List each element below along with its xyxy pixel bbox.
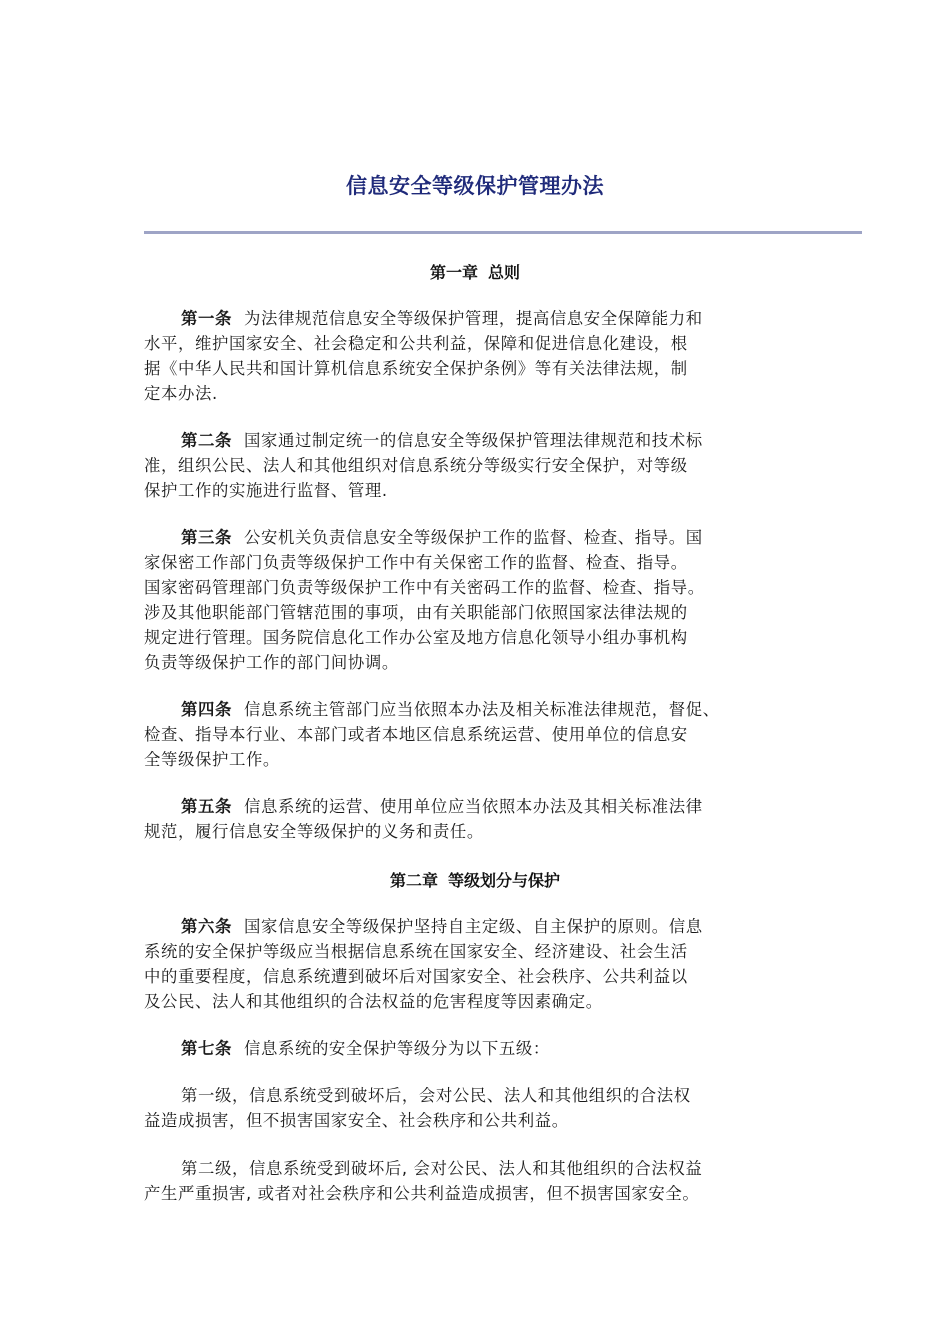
article-1 (144, 306, 824, 406)
chapter-heading-2 (0, 868, 950, 891)
article-line: 国家密码管理部门负责等级保护工作中有关密码工作的监督、检查、指导。 (144, 578, 705, 597)
level-line: 第二级，信息系统受到破坏后, 会对公民、法人和其他组织的合法权益 (181, 1159, 703, 1178)
article-label: 第二条 (181, 431, 232, 450)
article-line: 家保密工作部门负责等级保护工作中有关保密工作的监督、检查、指导。 (144, 553, 688, 572)
article-line: 第二条 国家通过制定统一的信息安全等级保护管理法律规范和技术标 (181, 431, 703, 450)
article-3 (144, 525, 824, 675)
article-label: 第七条 (181, 1039, 232, 1058)
article-label: 第三条 (181, 528, 232, 547)
article-label: 第四条 (181, 700, 232, 719)
level-line: 第一级，信息系统受到破坏后，会对公民、法人和其他组织的合法权 (181, 1086, 691, 1105)
article-line: 第七条 信息系统的安全保护等级分为以下五级： (181, 1039, 550, 1058)
article-4 (144, 697, 824, 772)
article-label: 第一条 (181, 309, 232, 328)
article-line: 及公民、法人和其他组织的合法权益的危害程度等因素确定。 (144, 992, 603, 1011)
article-5 (144, 794, 824, 844)
article-line: 第一条 为法律规范信息安全等级保护管理，提高信息安全保障能力和 (181, 309, 703, 328)
article-line: 保护工作的实施进行监督、管理. (144, 481, 388, 500)
level-1-paragraph (144, 1083, 824, 1133)
article-6 (144, 914, 824, 1014)
chapter-name: 总则 (488, 263, 521, 282)
chapter-name: 等级划分与保护 (448, 871, 561, 890)
level-line: 益造成损害，但不损害国家安全、社会秩序和公共利益。 (144, 1111, 569, 1130)
chapter-prefix: 第一章 (429, 263, 478, 282)
article-line: 负责等级保护工作的部门间协调。 (144, 653, 399, 672)
article-line: 中的重要程度，信息系统遭到破坏后对国家安全、社会秩序、公共利益以 (144, 967, 688, 986)
article-line: 系统的安全保护等级应当根据信息系统在国家安全、经济建设、社会生活 (144, 942, 688, 961)
level-2-paragraph (144, 1156, 824, 1206)
article-line: 第五条 信息系统的运营、使用单位应当依照本办法及其相关标准法律 (181, 797, 703, 816)
level-line: 产生严重损害, 或者对社会秩序和公共利益造成损害，但不损害国家安全。 (144, 1184, 700, 1203)
article-line: 第六条 国家信息安全等级保护坚持自主定级、自主保护的原则。信息 (181, 917, 703, 936)
chapter-prefix: 第二章 (389, 871, 438, 890)
article-line: 水平，维护国家安全、社会稳定和公共利益，保障和促进信息化建设，根 (144, 334, 688, 353)
article-line: 第三条 公安机关负责信息安全等级保护工作的监督、检查、指导。国 (181, 528, 703, 547)
article-line: 全等级保护工作。 (144, 750, 280, 769)
article-line: 涉及其他职能部门管辖范围的事项，由有关职能部门依照国家法律法规的 (144, 603, 688, 622)
article-2 (144, 428, 824, 503)
chapter-heading-1 (0, 260, 950, 283)
article-line: 检查、指导本行业、本部门或者本地区信息系统运营、使用单位的信息安 (144, 725, 688, 744)
article-line: 定本办法. (144, 384, 218, 403)
document-title: 信息安全等级保护管理办法 (346, 174, 604, 198)
article-line: 准，组织公民、法人和其他组织对信息系统分等级实行安全保护，对等级 (144, 456, 688, 475)
article-line: 据《中华人民共和国计算机信息系统安全保护条例》等有关法律法规，制 (144, 359, 688, 378)
article-line: 规定进行管理。国务院信息化工作办公室及地方信息化领导小组办事机构 (144, 628, 688, 647)
title-divider (144, 231, 862, 234)
article-line: 第四条 信息系统主管部门应当依照本办法及相关标准法律规范，督促、 (181, 700, 720, 719)
article-label: 第五条 (181, 797, 232, 816)
article-label: 第六条 (181, 917, 232, 936)
article-line: 规范，履行信息安全等级保护的义务和责任。 (144, 822, 484, 841)
article-7 (144, 1036, 824, 1061)
